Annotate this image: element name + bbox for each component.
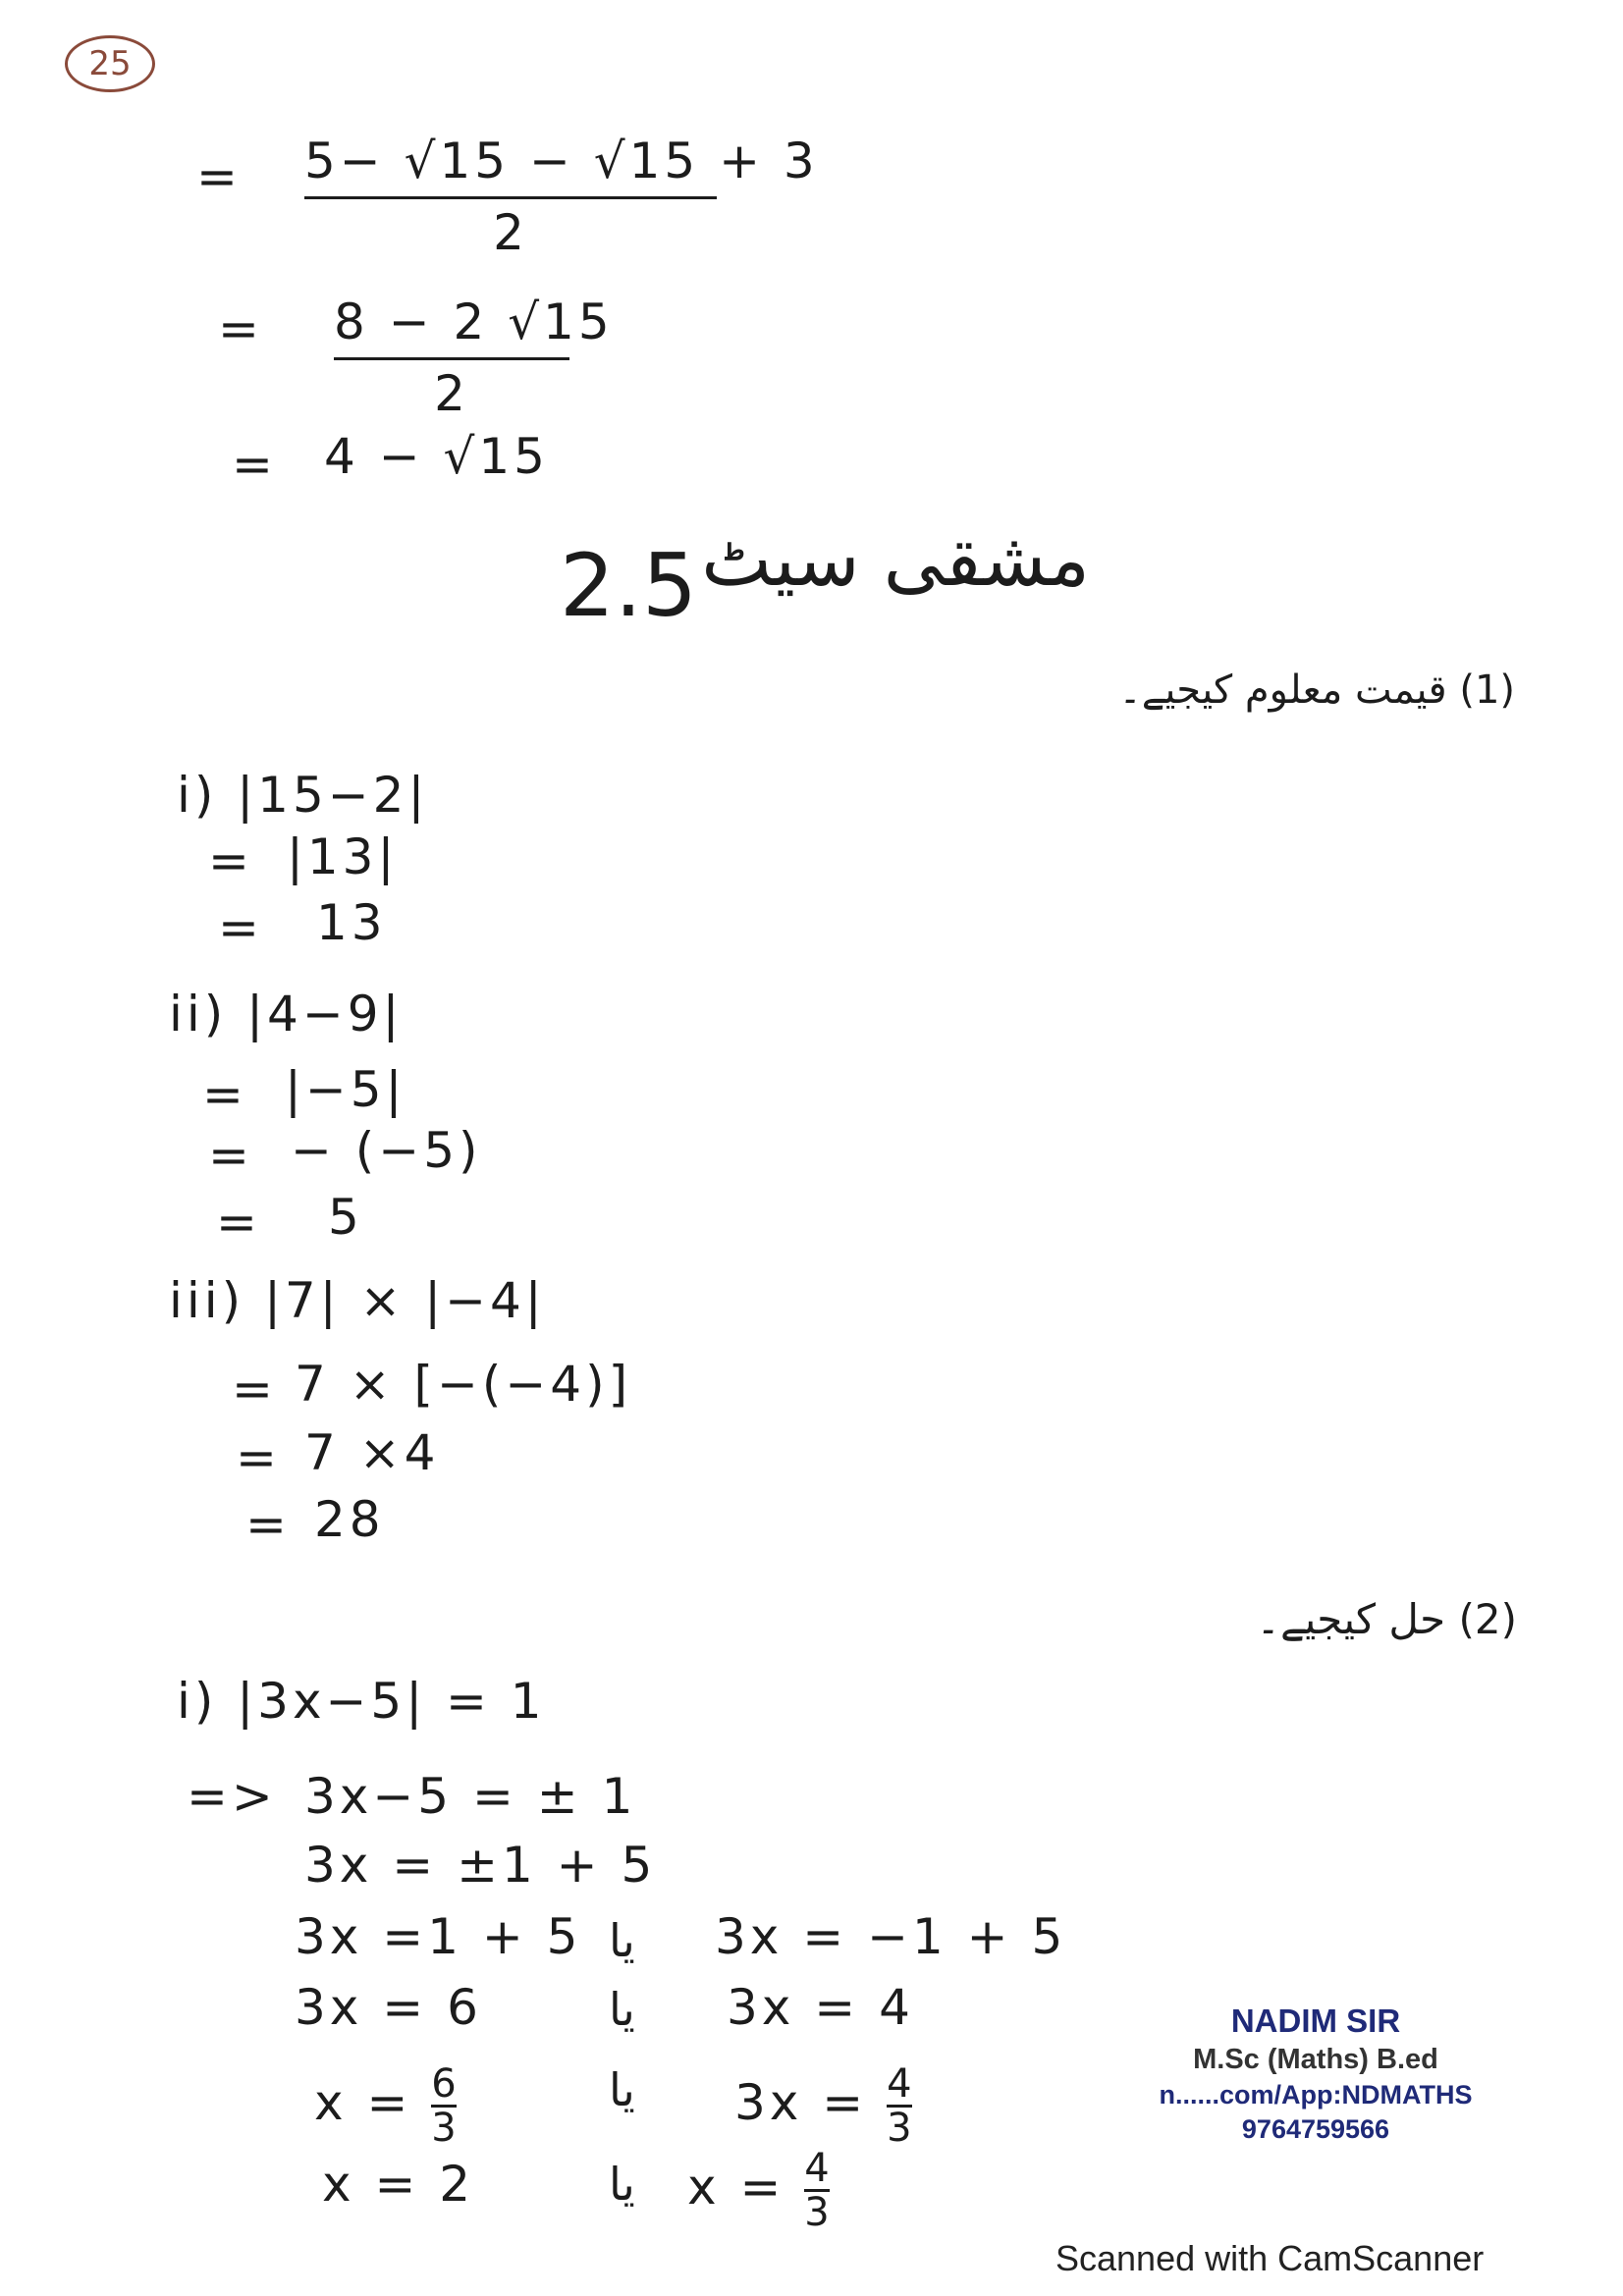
exercise-heading: [560, 506, 1090, 636]
stamp-degree: M.Sc (Maths) B.ed: [1193, 2044, 1438, 2075]
equals-sign: =: [218, 300, 259, 357]
equals-sign: =: [202, 1066, 243, 1123]
equals-sign: =: [218, 899, 259, 956]
equals-sign: =: [232, 436, 273, 493]
fraction-denominator: 2: [434, 364, 469, 422]
q1-part-ii-result: 5: [328, 1189, 363, 1246]
equals-sign: =: [236, 1429, 277, 1486]
q2-right-case: 3x = −1 + 5: [715, 1908, 1067, 1965]
q2-right-result-label: x =: [687, 2159, 785, 2216]
or-word: یا: [609, 1914, 635, 1967]
teacher-stamp: [1109, 2002, 1522, 2145]
q2-step: 3x−5 = ± 1: [304, 1768, 637, 1825]
q2-left-result: x = 2: [322, 2156, 475, 2213]
q2-right-case-label: 3x =: [734, 2074, 868, 2131]
q1-part-iii-line: 7 ×4: [304, 1424, 440, 1481]
equals-sign: =: [216, 1194, 257, 1251]
fraction-numerator: 5− √15 − √15 + 3: [304, 133, 819, 189]
equals-sign: =: [232, 1361, 273, 1417]
question-1-title: (1) قیمت معلوم کیجیے۔: [1118, 667, 1515, 713]
equals-sign: =: [208, 1127, 249, 1184]
q1-part-iii-line: 7 × [−(−4)]: [295, 1356, 632, 1413]
fraction: [431, 2063, 456, 2149]
q1-part-iii-line: iii) |7| × |−4|: [169, 1272, 546, 1329]
q1-part-ii-line: |−5|: [285, 1061, 406, 1118]
or-word: یا: [609, 2063, 635, 2116]
q1-part-i-line: i) |15−2|: [177, 767, 429, 824]
exercise-title-urdu: مشقی سیٹ: [701, 515, 1090, 603]
fraction-numerator: 6: [431, 2061, 457, 2107]
q2-left-case: 3x =1 + 5: [295, 1908, 582, 1965]
equals-sign: =: [245, 1496, 287, 1553]
fraction-denominator: 2: [493, 203, 528, 261]
or-word: یا: [609, 1983, 635, 2036]
q1-part-ii-line: − (−5): [291, 1122, 482, 1179]
fraction-bar: [304, 196, 717, 199]
q2-right-result: [687, 2148, 830, 2233]
q2-left-case-label: x =: [314, 2074, 412, 2131]
fraction-numerator: 8 − 2 √15: [334, 294, 614, 350]
q1-part-iii-result: 28: [314, 1491, 385, 1548]
stamp-phone: 9764759566: [1241, 2114, 1390, 2144]
question-2-title: (2) حل کیجیے۔: [1256, 1595, 1517, 1643]
implies-arrow: =>: [187, 1768, 277, 1825]
q2-step: 3x = ±1 + 5: [304, 1837, 657, 1894]
equals-sign: =: [196, 148, 238, 205]
stamp-name: NADIM SIR: [1230, 2002, 1401, 2039]
q2-right-case: 3x = 4: [727, 1979, 914, 2036]
q2-left-case: [314, 2063, 457, 2149]
fraction-step-2: [334, 294, 614, 422]
q1-part-i-result: 13: [316, 894, 387, 951]
fraction-denominator: 3: [804, 2190, 830, 2235]
exercise-number: 2.5: [560, 535, 697, 636]
stamp-url: n......com/App:NDMATHS: [1159, 2080, 1473, 2109]
fraction: [804, 2148, 829, 2233]
fraction-bar: [334, 357, 569, 360]
q1-part-ii-line: ii) |4−9|: [169, 986, 404, 1042]
fraction-step-1: [304, 133, 819, 261]
or-word: یا: [609, 2158, 635, 2211]
fraction-denominator: 3: [887, 2106, 912, 2151]
fraction-numerator: 4: [887, 2061, 912, 2107]
q2-left-case: 3x = 6: [295, 1979, 482, 2036]
page-number: 25: [65, 35, 155, 92]
q2-right-case: [734, 2063, 912, 2149]
q2-equation: i) |3x−5| = 1: [177, 1673, 546, 1730]
q1-part-i-line: |13|: [287, 828, 399, 885]
fraction-numerator: 4: [804, 2146, 830, 2191]
result-line: 4 − √15: [324, 428, 549, 485]
fraction: [887, 2063, 911, 2149]
scanner-watermark: Scanned with CamScanner: [1055, 2238, 1485, 2278]
fraction-denominator: 3: [431, 2106, 457, 2151]
equals-sign: =: [208, 832, 249, 889]
